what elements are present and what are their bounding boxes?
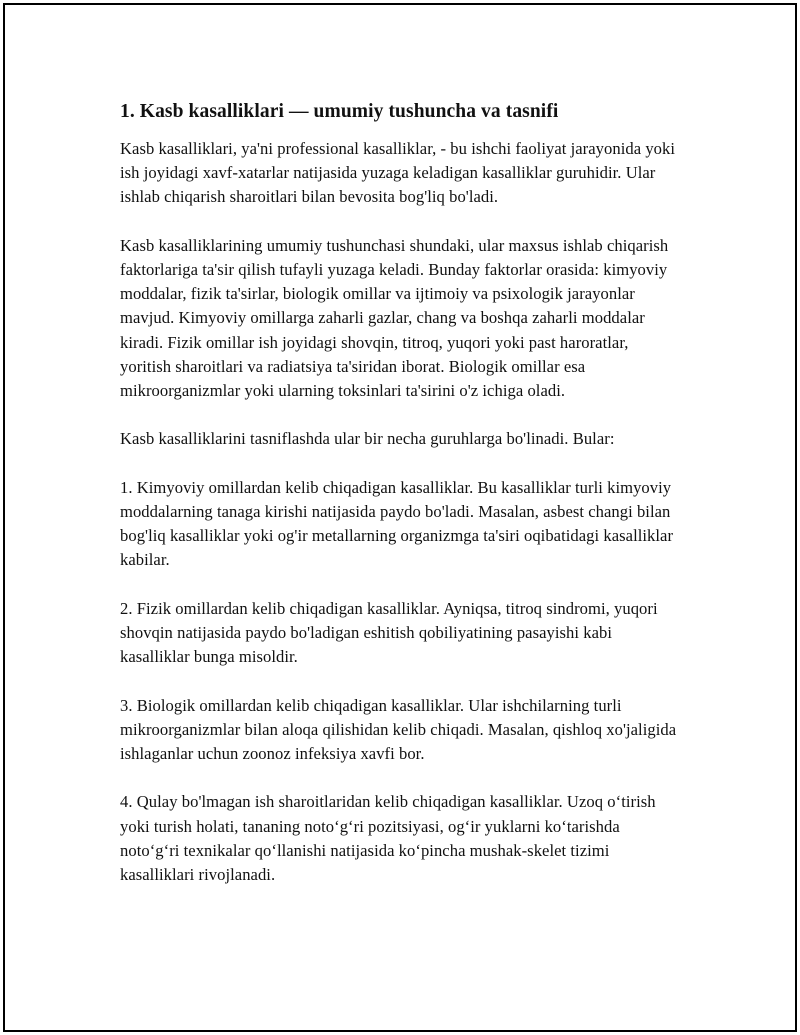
list-item-chemical: 1. Kimyoviy omillardan kelib chiqadigan kasalliklar. Bu kasalliklar turli kimyoviy moddalarning tanaga kirishi natijasida paydo bo'ladi. Masalan, asbest changi bilan bog'liq kasalliklar yoki og'ir metallarning organizmga ta'siri oqibatidagi kasalliklar kabilar. — [120, 477, 674, 570]
list-item-physical: 2. Fizik omillardan kelib chiqadigan kasalliklar. Ayniqsa, titroq sindromi, yuqori shovqin natijasida paydo bo'ladigan eshitish qobiliyatining pasayishi kabi kasalliklar bunga misoldir. — [120, 598, 658, 667]
document-content — [120, 99, 680, 911]
list-item-biological: 3. Biologik omillardan kelib chiqadigan kasalliklar. Ular ishchilarning turli mikroorganizmlar bilan aloqa qilishidan kelib chiqadi. Masalan, qishloq xo'jaligida ishlaganlar uchun zoonoz infeksiya xavfi bor. — [120, 695, 677, 763]
document-page — [3, 3, 797, 1032]
section-heading: 1. Kasb kasalliklari — umumiy tushuncha va tasnifi — [120, 101, 559, 122]
paragraph-general-concept: Kasb kasalliklarining umumiy tushunchasi shundaki, ular maxsus ishlab chiqarish faktorlariga ta'sir qilish tufayli yuzaga keladi. Bunday faktorlar orasida: kimyoviy moddalar, fizik ta'sirlar, biologik omillar va ijtimoiy va psixologik jarayonlar mavjud. Kimyoviy omillarga zaharli gazlar, chang va boshqa zaharli moddalar kiradi. Fizik omillar ish joyidagi shovqin, titroq, yuqori yoki past haroratlar, yoritish sharoitlari va radiatsiya ta'siridan iborat. Biologik omillar esa mikroorganizmlar yoki ularning toksinlari ta'sirini o'z ichiga oladi. — [120, 235, 669, 401]
list-item-work-conditions: 4. Qulay bo'lmagan ish sharoitlaridan kelib chiqadigan kasalliklar. Uzoq oʻtirish yoki turish holati, tananing notoʻgʻri pozitsiyasi, ogʻir yuklarni koʻtarishda notoʻgʻri texnikalar qoʻllanishi natijasida koʻpincha mushak-skelet tizimi kasalliklari rivojlanadi. — [120, 792, 656, 884]
paragraph-classification-intro: Kasb kasalliklarini tasniflashda ular bir necha guruhlarga bo'linadi. Bular: — [120, 429, 615, 449]
paragraph-intro: Kasb kasalliklari, ya'ni professional kasalliklar, - bu ishchi faoliyat jarayonida yoki ish joyidagi xavf-xatarlar natijasida yuzaga keladigan kasalliklar guruhidir. Ular ishlab chiqarish sharoitlari bilan bevosita bog'liq bo'ladi. — [120, 139, 676, 207]
